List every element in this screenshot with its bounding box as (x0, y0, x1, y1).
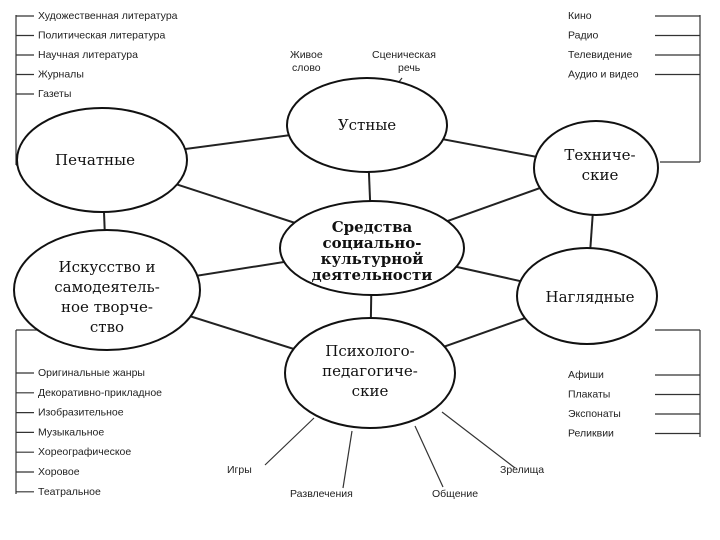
visual-list-item: Плакаты (568, 388, 611, 401)
art-list-item: Хоровое (38, 466, 80, 478)
node-label: Средства (331, 218, 413, 236)
node-label: ство (89, 318, 125, 336)
oral-branch-label: Живое (290, 49, 323, 61)
visual-list-item: Экспонаты (568, 408, 621, 420)
node-label: Техниче- (564, 146, 636, 164)
art-list-item: Театральное (38, 485, 101, 498)
node-label: Психолого- (325, 342, 415, 360)
art-list-item: Хореографическое (38, 446, 132, 459)
node-label: Наглядные (545, 288, 635, 306)
art-list-item: Декоративно-прикладное (38, 386, 163, 399)
psych-branch-label: Развлечения (290, 488, 353, 500)
print-list-item: Политическая литература (38, 29, 166, 42)
node-tech (534, 121, 658, 215)
psych-branch-label: Зрелища (500, 464, 545, 476)
art-list (16, 330, 162, 498)
node-label: педагогиче- (322, 362, 418, 380)
oral-branch-label: речь (398, 62, 421, 74)
node-label: самодеятель- (54, 278, 160, 296)
tech-list-item: Радио (568, 29, 599, 42)
node-label: ские (581, 166, 619, 184)
node-label: Устные (337, 116, 397, 134)
node-label: социально- (322, 234, 422, 252)
psych-branch-line-4 (442, 412, 515, 468)
print-list-item: Журналы (38, 68, 84, 81)
tech-list-item: Телевидение (568, 49, 633, 61)
print-list-item: Газеты (38, 88, 72, 100)
visual-list (568, 330, 700, 440)
node-visual (517, 248, 657, 344)
tech-list-item: Аудио и видео (568, 68, 639, 81)
oral-branch-label: слово (292, 62, 321, 74)
psych-branch-line-3 (415, 426, 443, 487)
node-center (280, 201, 464, 295)
psych-branch-line-2 (343, 431, 352, 488)
art-list-item: Оригинальные жанры (38, 367, 145, 379)
print-list-item: Научная литература (38, 49, 138, 61)
node-label: культурной (320, 250, 424, 268)
node-label: Искусство и (58, 258, 156, 276)
oral-branch-label: Сценическая (372, 49, 436, 61)
node-oral (287, 78, 447, 172)
art-list-item: Музыкальное (38, 426, 105, 439)
node-label: деятельности (311, 266, 433, 284)
node-print (17, 108, 187, 212)
art-list-item: Изобразительное (38, 406, 124, 419)
tech-list-item: Кино (568, 10, 592, 22)
node-label: Печатные (55, 151, 135, 169)
visual-list-item: Реликвии (568, 427, 614, 440)
psych-branch-label: Общение (432, 488, 479, 500)
visual-list-item: Афиши (568, 369, 604, 381)
node-art (14, 230, 200, 350)
print-list-item: Художественная литература (38, 10, 178, 22)
node-psych (285, 318, 455, 428)
node-label: ские (351, 382, 389, 400)
psych-branch-label: Игры (227, 464, 252, 476)
node-label: ное творче- (61, 298, 153, 316)
psych-branch-line-1 (265, 418, 314, 465)
